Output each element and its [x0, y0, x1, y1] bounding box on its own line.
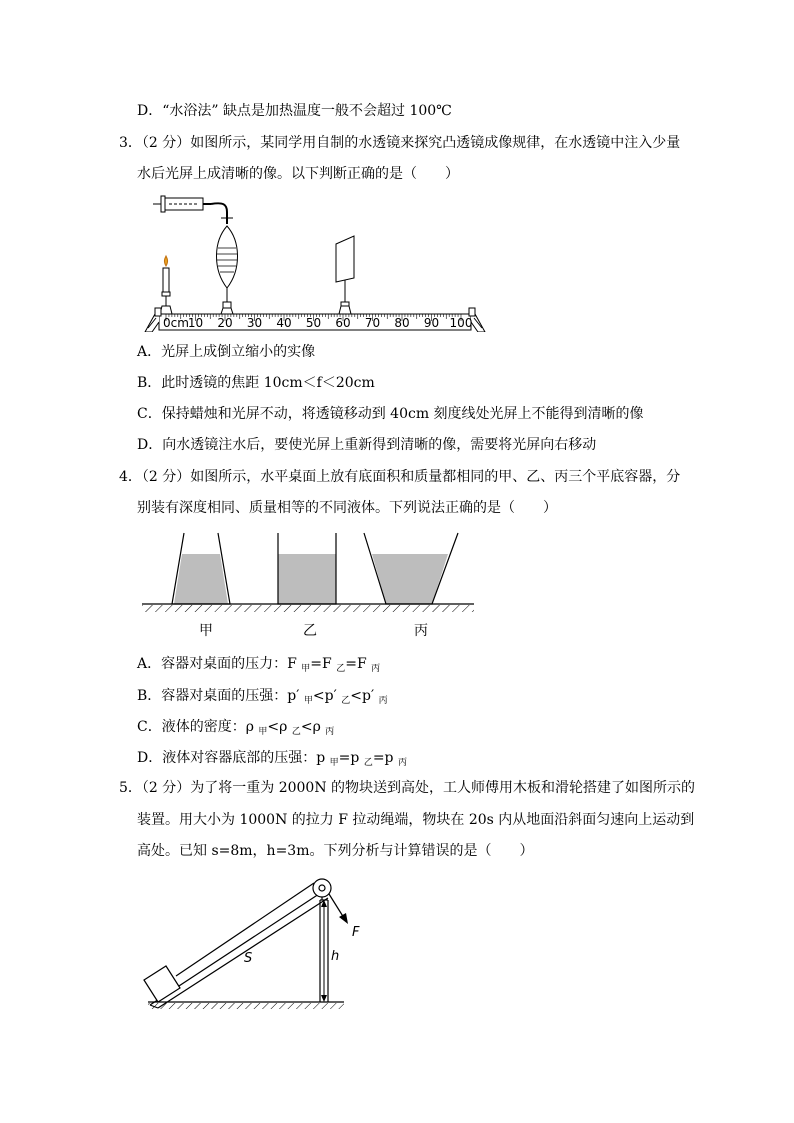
q2-option-d: D．“水浴法” 缺点是加热温度一般不会超过 100℃ — [137, 103, 452, 119]
force-arrow — [329, 894, 348, 924]
q4-option-a: A．容器对桌面的压力：F $_甲$=F $_乙$=F $_丙$ — [137, 656, 381, 674]
label-jia: 甲 — [199, 623, 213, 639]
syringe-icon — [153, 196, 227, 212]
ruler-label: 10 — [187, 316, 204, 330]
q3-stem-line2: 水后光屏上成清晰的像。以下判断正确的是（ ） — [137, 166, 459, 182]
water-lens-icon — [217, 212, 238, 314]
q4-option-b: B．容器对桌面的压强：p′ $_甲$<p′ $_乙$<p′ $_丙$ — [137, 688, 388, 706]
ruler-label: 50 — [305, 316, 322, 330]
q3-option-b: B．此时透镜的焦距 10cm＜f＜20cm — [137, 375, 375, 391]
q4-stem-line1: 4．（2 分）如图所示，水平桌面上放有底面积和质量都相同的甲、乙、丙三个平底容器，分 — [119, 469, 681, 485]
q3-stem-line1: 3．（2 分）如图所示，某同学用自制的水透镜来探究凸透镜成像规律，在水透镜中注入少量 — [119, 135, 681, 151]
q3-optical-bench-figure — [135, 190, 495, 332]
q5-incline-pulley-figure — [138, 870, 378, 1020]
screen-icon — [336, 236, 354, 314]
ruler-label: 70 — [364, 316, 381, 330]
q3-option-d: D．向水透镜注水后，要使光屏上重新得到清晰的像，需要将光屏向右移动 — [137, 437, 597, 453]
q5-stem-line3: 高处。已知 s=8m，h=3m。下列分析与计算错误的是（ ） — [137, 843, 534, 859]
ruler-label: 20 — [217, 316, 233, 330]
q4-option-d: D．液体对容器底部的压强：p $_甲$=p $_乙$=p $_丙$ — [137, 750, 407, 768]
ground-hatching — [148, 1003, 344, 1009]
candle-icon — [160, 256, 172, 314]
q4-containers-figure — [140, 528, 480, 643]
q3-option-a: A．光屏上成倒立缩小的实像 — [137, 344, 316, 360]
height-dimension — [321, 900, 327, 1002]
ruler-label: 80 — [394, 316, 410, 330]
tabletop-hatching — [142, 605, 474, 612]
container-jia — [172, 533, 230, 604]
ruler-label: 30 — [246, 316, 263, 330]
label-s: S — [244, 951, 253, 966]
label-yi: 乙 — [303, 623, 317, 639]
q4-stem-line2: 别装有深度相同、质量相等的不同液体。下列说法正确的是（ ） — [137, 500, 557, 516]
container-bing — [364, 533, 458, 604]
ruler-label: 0cm — [163, 316, 189, 330]
container-yi — [278, 533, 336, 604]
ruler-label: 100 — [449, 316, 473, 330]
q4-option-c: C．液体的密度：ρ $_甲$<ρ $_乙$<ρ $_丙$ — [137, 719, 335, 737]
q3-option-c: C．保持蜡烛和光屏不动，将透镜移动到 40cm 刻度线处光屏上不能得到清晰的像 — [137, 406, 644, 422]
q5-stem-line2: 装置。用大小为 1000N 的拉力 F 拉动绳端，物块在 20s 内从地面沿斜面匀速向上运动到 — [137, 812, 695, 828]
q5-stem-line1: 5．（2 分）为了将一重为 2000N 的物块送到高处，工人师傅用木板和滑轮搭建了如图所示的 — [119, 780, 696, 796]
ruler-label: 60 — [335, 316, 351, 330]
ruler-label: 40 — [276, 316, 292, 330]
ruler-label: 90 — [423, 316, 440, 330]
label-bing: 丙 — [414, 623, 428, 639]
label-h: h — [331, 949, 340, 964]
label-F: F — [352, 925, 360, 940]
